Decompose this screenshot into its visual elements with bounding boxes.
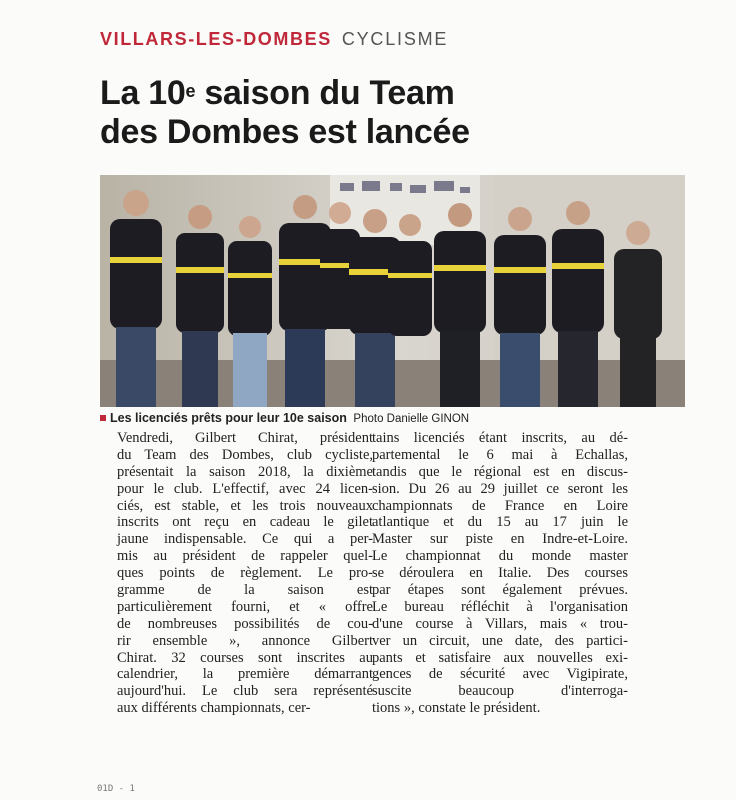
body-text-line: atlantique et du 15 au 17 juin le <box>372 514 628 531</box>
body-text-line: de nombreuses possibilités de cou- <box>117 615 373 632</box>
body-text-line: tandis que le régional est en discus- <box>372 463 628 480</box>
kicker-section: CYCLISME <box>341 29 449 49</box>
headline-line2: des Dombes est lancée <box>100 113 470 151</box>
body-text-line: se déroulera en Italie. Des courses <box>372 565 628 582</box>
body-text-line: tains licenciés étant inscrits, au dé- <box>372 430 628 446</box>
body-text-line: d'une course à Villars, mais « trou- <box>372 615 628 632</box>
body-text-line: Vendredi, Gilbert Chirat, président <box>117 430 373 446</box>
headline-line1: La 10e saison du Team <box>100 74 455 112</box>
body-text-line: Master sur piste en Indre-et-Loire. <box>372 531 628 548</box>
team-photo <box>100 175 685 407</box>
section-kicker <box>100 29 448 50</box>
body-text-line: sion. Du 26 au 29 juillet ce seront les <box>372 480 628 497</box>
body-text-line: aux différents championnats, cer- <box>117 700 311 717</box>
body-text-line: rir ensemble », annonce Gilbert <box>117 632 373 649</box>
body-text-line: inscrits ont reçu en cadeau le gilet <box>117 514 373 531</box>
body-text-line: ques points de règlement. Le pro- <box>117 565 373 582</box>
page-folio: 01D - 1 <box>97 784 135 794</box>
photo-credit: Photo Danielle GINON <box>353 413 470 425</box>
body-text-line: championnats de France en Loire <box>372 497 628 514</box>
body-text-line: Chirat. 32 courses sont inscrites au <box>117 649 373 666</box>
body-text-line: du Team des Dombes, club cycliste, <box>117 446 373 463</box>
body-text-line: mis au président de rappeler quel- <box>117 548 373 565</box>
body-text-line: gences de sécurité avec Vigipirate, <box>372 666 628 683</box>
team-members <box>110 190 662 407</box>
body-column-2 <box>372 430 628 717</box>
article-headline <box>100 74 660 152</box>
body-text-line: pants et satisfaire aux nouvelles exi- <box>372 649 628 666</box>
body-text-line: Le championnat du monde master <box>372 548 628 565</box>
body-text-line: par étapes sont également prévues. <box>372 582 628 599</box>
body-text-line: partemental le 6 mai à Echallas, <box>372 446 628 463</box>
body-text-line: présentait la saison 2018, la dixième <box>117 463 373 480</box>
body-column-1 <box>117 430 373 717</box>
body-text-line: aujourd'hui. Le club sera représenté <box>117 683 373 700</box>
body-text-line: particulièrement fourni, et « offre <box>117 598 373 615</box>
body-text-line: jaune indispensable. Ce qui a per- <box>117 531 373 548</box>
body-text-line: ciés, est stable, et les trois nouveaux <box>117 497 373 514</box>
caption-text: Les licenciés prêts pour leur 10e saison <box>110 411 347 425</box>
caption-bullet-icon <box>100 415 106 421</box>
body-text-line: ver un circuit, une date, des partici- <box>372 632 628 649</box>
body-text-line: suscite beaucoup d'interroga- <box>372 683 628 700</box>
kicker-location: VILLARS-LES-DOMBES <box>100 29 332 49</box>
photo-caption <box>100 411 469 425</box>
body-text-line: gramme de la saison est <box>117 582 373 599</box>
body-text-line: Le bureau réfléchit à l'organisation <box>372 598 628 615</box>
ordinal-superscript: e <box>185 81 196 101</box>
body-text-line: calendrier, la première démarrant <box>117 666 373 683</box>
body-text-line: tions », constate le président. <box>372 700 541 717</box>
body-text-line: pour le club. L'effectif, avec 24 licen- <box>117 480 373 497</box>
